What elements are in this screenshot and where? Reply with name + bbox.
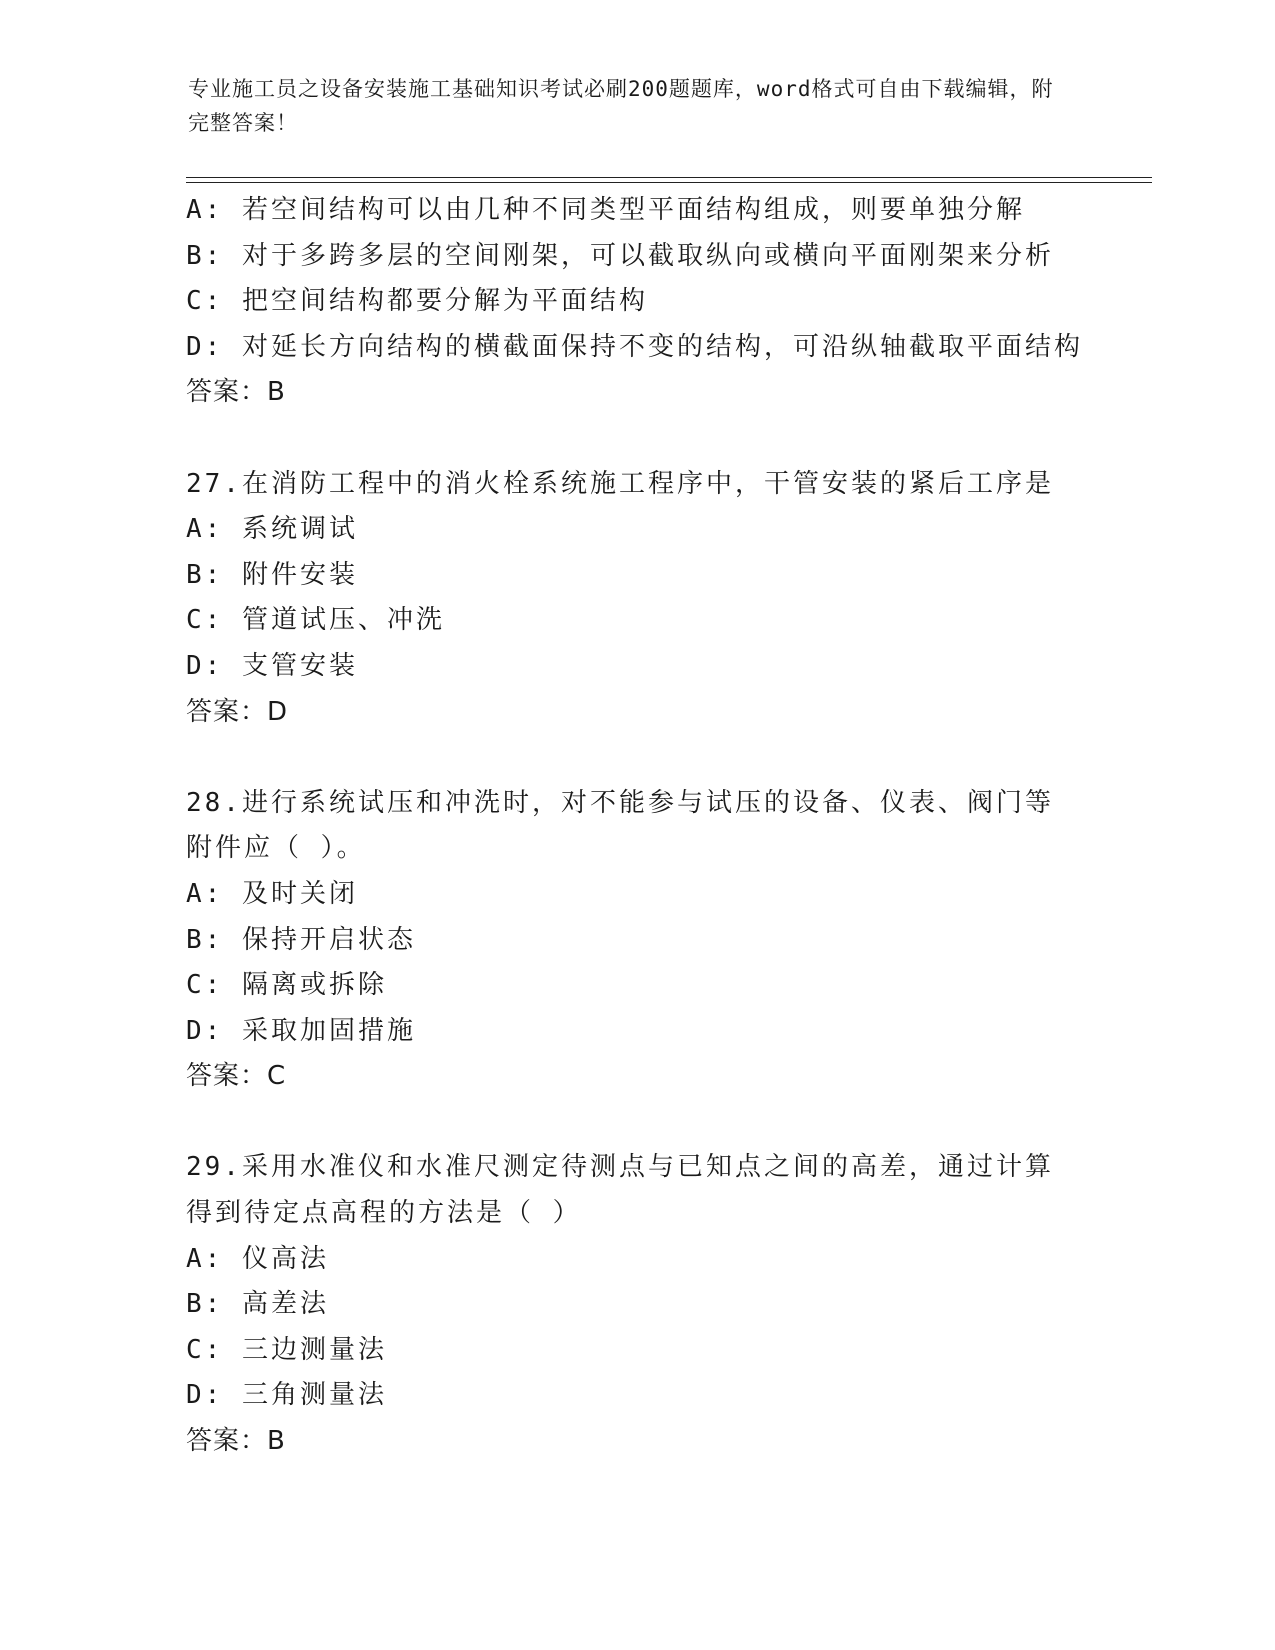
option-b: B: 附件安装 bbox=[186, 559, 358, 590]
question-text: 29.采用水准仪和水准尺测定待测点与已知点之间的高差，通过计算得到待定点高程的方法是（ ） bbox=[186, 1152, 1054, 1229]
spacer bbox=[186, 416, 1086, 462]
answer: 答案：C bbox=[186, 1061, 287, 1092]
option-c: C: 三边测量法 bbox=[186, 1334, 387, 1365]
question-29 bbox=[186, 1145, 1086, 1464]
option-d: D: 采取加固措施 bbox=[186, 1015, 416, 1046]
option-c: C: 把空间结构都要分解为平面结构 bbox=[186, 286, 648, 317]
answer: 答案：D bbox=[186, 696, 289, 727]
option-b: B: 对于多跨多层的空间刚架，可以截取纵向或横向平面刚架来分析 bbox=[186, 240, 1054, 271]
question-26-continued bbox=[186, 188, 1086, 416]
option-b: B: 高差法 bbox=[186, 1289, 329, 1320]
option-d: D: 对延长方向结构的横截面保持不变的结构，可沿纵轴截取平面结构 bbox=[186, 331, 1083, 362]
document-header: 专业施工员之设备安装施工基础知识考试必刷200题题库，word格式可自由下载编辑，附完整答案！ bbox=[188, 77, 1054, 135]
option-a: A: 仪高法 bbox=[186, 1243, 329, 1274]
header-rule-top bbox=[186, 177, 1152, 178]
spacer bbox=[186, 1100, 1086, 1146]
option-b: B: 保持开启状态 bbox=[186, 924, 416, 955]
option-d: D: 支管安装 bbox=[186, 650, 358, 681]
option-a: A: 系统调试 bbox=[186, 514, 358, 545]
question-text: 27.在消防工程中的消火栓系统施工程序中，干管安装的紧后工序是 bbox=[186, 468, 1054, 499]
option-a: A: 若空间结构可以由几种不同类型平面结构组成，则要单独分解 bbox=[186, 195, 1025, 225]
spacer bbox=[186, 735, 1086, 781]
question-28 bbox=[186, 781, 1086, 1100]
header-rule-bottom bbox=[186, 182, 1152, 183]
answer: 答案：B bbox=[186, 377, 286, 408]
question-text: 28.进行系统试压和冲洗时，对不能参与试压的设备、仪表、阀门等附件应（ ）。 bbox=[186, 787, 1054, 864]
document-content bbox=[186, 188, 1086, 1465]
question-27 bbox=[186, 462, 1086, 736]
option-c: C: 管道试压、冲洗 bbox=[186, 605, 445, 636]
option-d: D: 三角测量法 bbox=[186, 1380, 387, 1411]
answer: 答案：B bbox=[186, 1426, 286, 1457]
option-a: A: 及时关闭 bbox=[186, 878, 358, 909]
option-c: C: 隔离或拆除 bbox=[186, 970, 387, 1001]
